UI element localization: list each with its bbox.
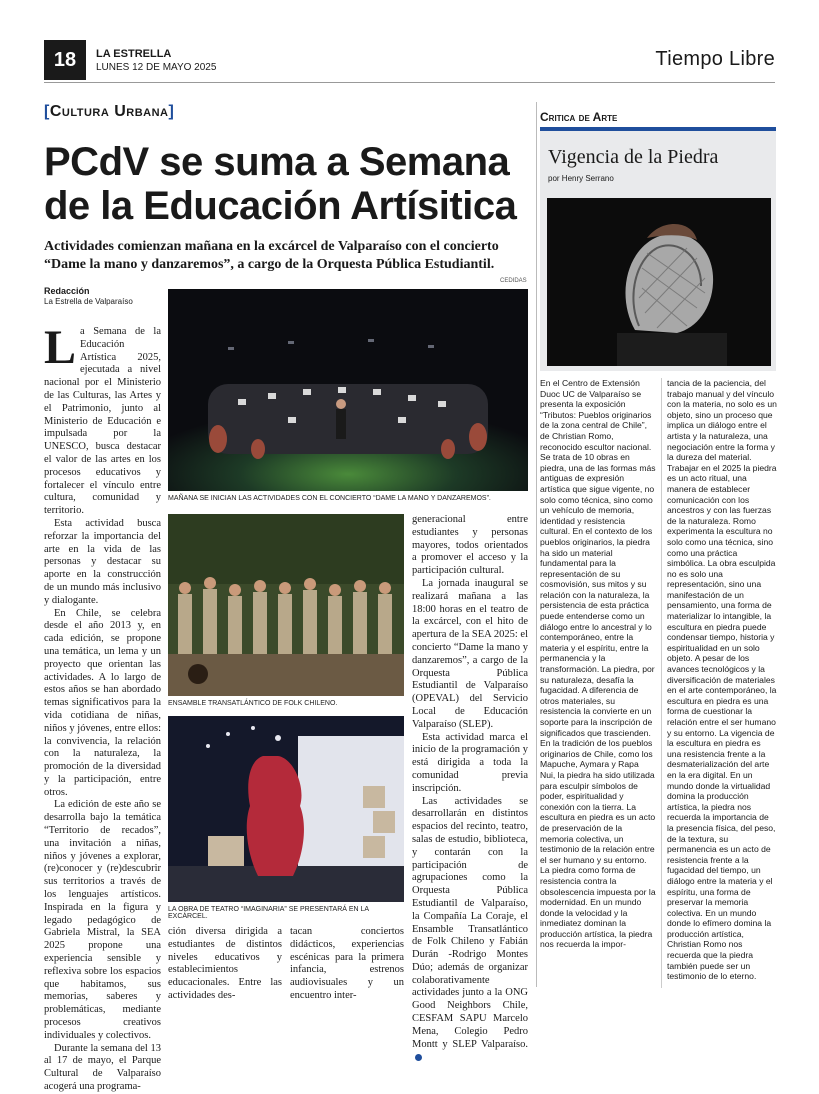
dropcap: L (44, 321, 77, 374)
article-column-1 (44, 321, 161, 1094)
col3-para: tacan conciertos didácticos, experiencias escénicas para la primera infancia, estrenos audiovisuales y un encuentro inter- (290, 926, 404, 1001)
kicker-bracket-open: [ (44, 103, 50, 120)
column-divider (536, 102, 537, 987)
col4-para-2: La jornada inaugural se realizará mañana a las 18:00 horas en el teatro de la excárcel, con el hito de apertura de la SEA 2025: el concierto “Dame la mano y danzaremos”, a cargo de la Orquesta Pública Estudiantil de Valparaíso (OPEVAL) del Servicio Local de Educación Valparaíso (SLEP). (412, 577, 528, 730)
kicker-bracket-close: ] (168, 103, 175, 120)
end-mark-icon (415, 1054, 422, 1061)
article-headline: PCdV se suma a Semana de la Educación Artísitica (44, 140, 517, 228)
caption-orchestra: MAÑANA SE INICIAN LAS ACTIVIDADES CON EL CONCIERTO “DAME LA MANO Y DANZAREMOS”. (168, 495, 491, 502)
photo-credit: CEDIDAS (500, 278, 527, 284)
page-number: 18 (44, 40, 86, 80)
col4-para-1: generacional entre estudiantes y personas mayores, todos orientados a promover el acceso y la participación cultural. (412, 514, 528, 577)
article-deck: Actividades comienzan mañana en la excárcel de Valparaíso con el concierto “Dame la mano y danzaremos”, a cargo de la Orquesta Pública Estudiantil. (44, 239, 499, 272)
orchestra-photo (168, 289, 528, 491)
caption-ensemble: ENSAMBLE TRANSATLÁNTICO DE FOLK CHILENO. (168, 700, 338, 707)
col1-para-2: Esta actividad busca reforzar la importancia del arte en la vida de las personas y destacar su aporte en la construcción de un mundo más inclusivo y dialogante. (44, 517, 161, 606)
col4-para-3: Esta actividad marca el inicio de la programación y está dirigida a toda la comunidad previa inscripción. (412, 731, 528, 794)
article-byline (44, 286, 133, 307)
kicker-text: Cultura Urbana (49, 103, 169, 120)
caption-theatre: LA OBRA DE TEATRO “IMAGINARIA” SE PRESENTARÁ EN LA EXCÁRCEL. (168, 906, 369, 920)
critica-label: Critica de Arte (540, 110, 618, 124)
article-column-3 (290, 926, 404, 1003)
theatre-photo (168, 716, 404, 902)
paper-name: LA ESTRELLA (96, 48, 172, 60)
issue-date: LUNES 12 DE MAYO 2025 (96, 62, 217, 73)
col1-para-4: La edición de este año se desarrolla bajo la temática “Territorio de recados”, una invitación a niñas, niños y jóvenes a explorar, (re)conocer y (re)descubrir sus territorios a través de los lenguajes artísticos. Inspirada en la figura y legado pedagógico de Gabriela Mistral, la SEA 2025 propone una experiencia sensible y reflexiva sobre los espacios que habitamos, sus memorias, saberes y problemáticas, mediante procesos creativos individuales y colectivos. (44, 799, 161, 1041)
critica-column-divider (661, 378, 662, 988)
sculpture-photo (547, 198, 771, 366)
article-column-4 (412, 514, 528, 1064)
header-divider (44, 82, 775, 83)
article-kicker (44, 103, 174, 121)
col1-para-3: En Chile, se celebra desde el año 2013 y, en cada edición, se propone una temática, un lema y un proyecto que orientan las actividades. A lo largo de estos años se han abordado temas significativos para la vida cotidiana de niñas, niños y jóvenes, entre ellos: la convivencia, la relación con la naturaleza, la promoción de la diversidad y la participación, entre otros. (44, 607, 161, 798)
critica-column-1 (540, 378, 656, 950)
critica-column-2 (667, 378, 777, 982)
byline-name: Redacción (44, 286, 90, 296)
byline-org: La Estrella de Valparaíso (44, 297, 133, 306)
col2-para: ción diversa dirigida a estudiantes de distintos niveles educativos y establecimientos educacionales. Entre las actividades des- (168, 926, 282, 1001)
masthead (96, 48, 216, 74)
critica-text-a: En el Centro de Extensión Duoc UC de Valparaíso se presenta la exposición “Tributos: Pueblos originarios de la zona central de Chile”, de Christian Romo, reconocido escultor nacional. Se trata de 10 obras en piedra, una de las formas más antiguas de expresión artística que sigue vigente, no solo como técnica, sino como un vehículo de memoria, identidad y resistencia cultural. En el contexto de los pueblos originarios, la piedra ha sido un material fundamental para la representación de su cosmovisión, sus mitos y su relación con la naturaleza, la persistencia de esta práctica puede entenderse como un diálogo entre lo ancestral y lo contemporáneo, entre la materia y el espíritu, entre la permanencia y la transformación. La piedra, por su naturaleza, desafía la fugacidad. A diferencia de otros materiales, su resistencia la convierte en un soporte para la inscripción de significados que trascienden. En la tradición de los pueblos originarios de Chile, como los Mapuche, Aymara y Rapa Nui, la piedra ha sido utilizada para esculpir símbolos de poder, espiritualidad y conexión con la tierra. La escultura en piedra es un acto de preservación de la memoria colectiva, un testimonio de la relación entre el ser humano y su entorno. La piedra como forma de resistencia contra la obsolescencia impuesta por la modernidad. En un mundo donde la velocidad y la inmediatez dominan la producción artística, la piedra nos recuerda la impor- (540, 378, 656, 950)
col1-para-1: a Semana de la Educación Artística 2025, ejecutada a nivel nacional por el Ministerio de las Culturas, las Artes y el Patrimonio, junto al Ministerio de Educación e impulsada por la UNESCO, busca destacar el valor de las artes en los procesos educativos y fortalecer el vínculo entre cultura, comunidad y territorio. (44, 326, 161, 517)
critica-byline: por Henry Serrano (548, 174, 614, 183)
col1-para-5: Durante la semana del 13 al 17 de mayo, el Parque Cultural de Valparaíso acogerá una programa- (44, 1042, 161, 1093)
ensemble-photo (168, 514, 404, 696)
article-column-2 (168, 926, 282, 1003)
col4-para-4: Las actividades se desarrollarán en distintos espacios del recinto, teatro, salas de estudio, biblioteca, y contarán con la participación de agrupaciones como la Orquesta Pública Estudiantil de Valparaíso, la Compañía La Coraje, el Ensamble Transatlántico de Folk Chileno y Fabián Durán -Rodrigo Montes Dúo; además de organizar colaborativamente actividades junto a la ONG Good Neighbors Chile, CESFAM SAPU Marcelo Mena, Colegio Pedro Montt y SLEP Valparaíso. (412, 795, 528, 1050)
critica-text-b: tancia de la paciencia, del trabajo manual y del vínculo con la materia, no solo es un objeto, sino un proceso que implica un diálogo entre el artista y la naturaleza, una negociación entre la forma y la dureza del material. Trabajar en el 2025 la piedra es un acto ritual, una manera de establecer comunicación con los ancestros y con las fuerzas de la naturaleza. Romo experimenta la escultura no solo como una técnica, sino como una práctica simbólica. La obra esculpida no es solo una representación, sino una manifestación de un pensamiento, una forma de materializar lo intangible, la escultura en piedra puede condensar tiempo, historia y espiritualidad en un solo objeto. A pesar de los avances tecnológicos y la diversificación de materiales en el arte contemporáneo, la escultura en piedra es una forma de cuestionar la relación entre el ser humano y su entorno. La vigencia de la escultura en piedra es una resistencia frente a la desmaterialización del arte en la era digital. En un mundo donde la virtualidad domina la producción artística, la piedra nos recuerda la importancia de la presencia física, del peso, de la textura, su permanencia es un acto de resistencia frente a la fugacidad del tiempo, un diálogo entre la materia y el espíritu, una forma de preservar la memoria colectiva. En un mundo donde lo efímero domina la producción artística, Christian Romo nos recuerda que la piedra también puede ser un testimonio de lo eterno. (667, 378, 777, 982)
critica-title: Vigencia de la Piedra (548, 146, 719, 168)
section-title: Tiempo Libre (655, 48, 775, 70)
